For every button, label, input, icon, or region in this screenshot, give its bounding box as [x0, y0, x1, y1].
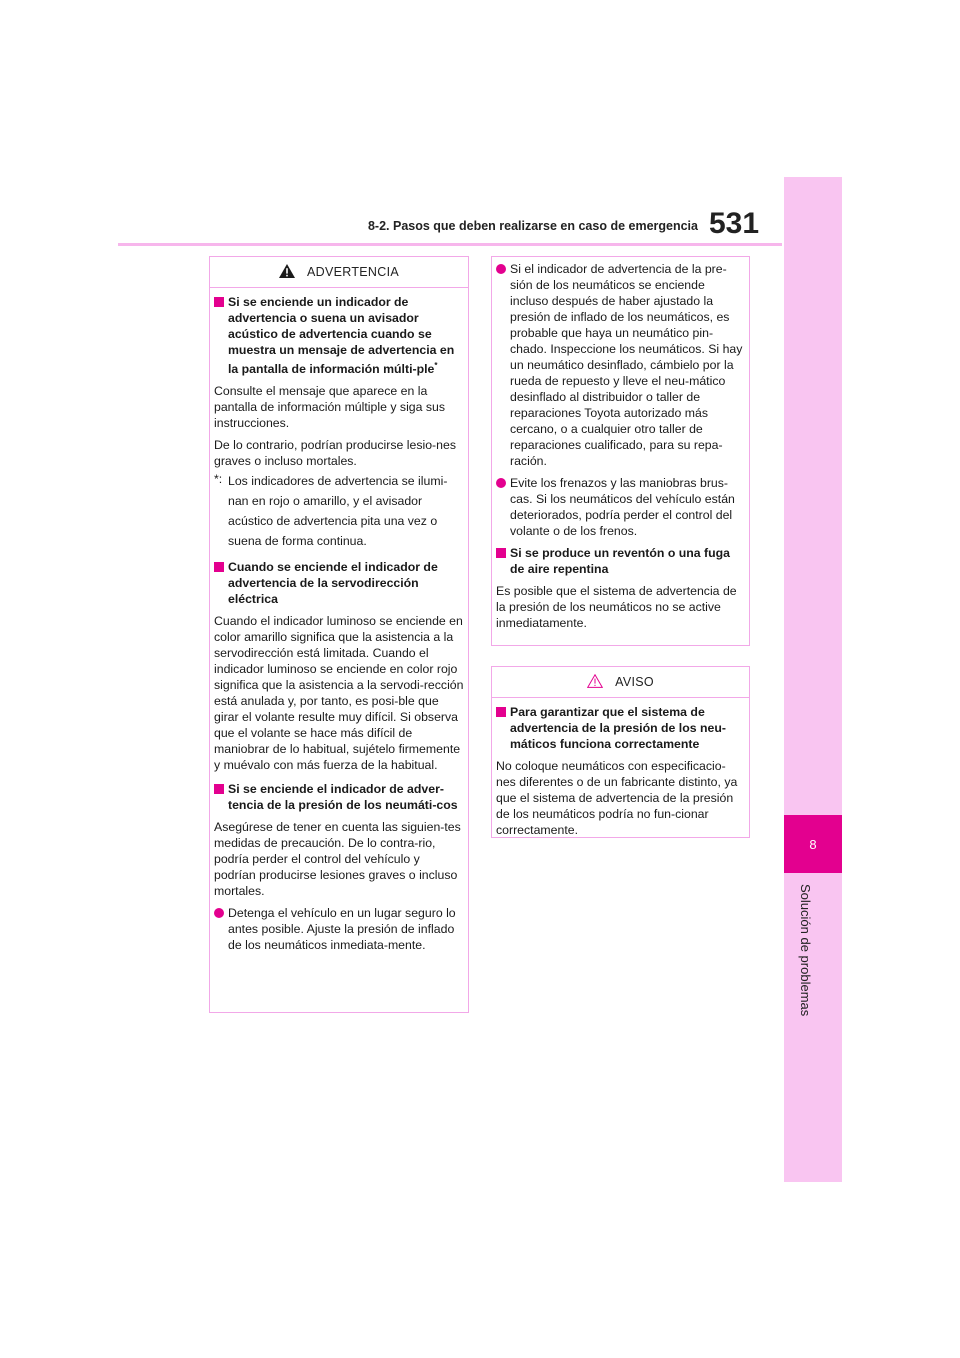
page-number: 531 [709, 207, 760, 240]
warning-heading-3 [214, 781, 464, 813]
heading-text: Si se enciende el indicador de adver-tencia de la presión de los neumáti-cos [228, 782, 458, 813]
warning-box [209, 256, 469, 1013]
square-bullet-icon [496, 548, 506, 558]
warning-heading-2 [214, 559, 464, 607]
chapter-sidebar [784, 177, 842, 1182]
square-bullet-icon [496, 707, 506, 717]
warning-heading-4 [496, 545, 745, 577]
warning-outline-icon [587, 674, 603, 691]
heading-text: Para garantizar que el sistema de advertencia de la presión de los neu-máticos funciona correctamente [510, 705, 726, 751]
square-bullet-icon [214, 562, 224, 572]
bullet-text: Evite los frenazos y las maniobras brus-cas. Si los neumáticos del vehículo están deteriorados, podría perder el control del volante o de los frenos. [510, 476, 735, 538]
notice-box-header [492, 667, 749, 698]
bullet-text: Detenga el vehículo en un lugar seguro lo antes posible. Ajuste la presión de inflado de los neumáticos inmediata-mente. [228, 906, 456, 953]
square-bullet-icon [214, 784, 224, 794]
warning-box-header [210, 257, 468, 288]
paragraph: Cuando el indicador luminoso se enciende en color amarillo significa que la asistencia a la servodirección está limitada. Cuando el indicador luminoso se enciende en color rojo significa que la asistencia a la servodi-rección está anulada y, por tanto, es posi-ble que girar el volante resulte muy difícil. Si observa que el volante se hace más difícil de maniobrar de lo habitual, sujételo firmemente y muévalo con más fuerza de la habitual. [214, 614, 464, 773]
paragraph: Consulte el mensaje que aparece en la pantalla de información múltiple y siga sus instrucciones. [214, 384, 446, 431]
heading-text: Si se enciende un indicador de advertencia o suena un avisador acústico de advertencia cuando se muestra un mensaje de advertencia en la pantalla de información múlti-ple [228, 295, 455, 377]
bullet-item [214, 905, 464, 953]
chapter-title: Solución de problemas [798, 884, 813, 1017]
bullet-item [496, 475, 745, 539]
notice-title: AVISO [615, 675, 654, 689]
heading-text: Cuando se enciende el indicador de advertencia de la servodirección eléctrica [228, 560, 438, 607]
square-bullet-icon [214, 297, 224, 307]
footnote-text: Los indicadores de advertencia se ilumi-nan en rojo o amarillo, y el avisador acústico de advertencia pita una vez o suena de forma continua. [228, 474, 448, 549]
warning-filled-icon [279, 264, 295, 281]
footnote-mark: *: [214, 472, 223, 487]
bullet-item [496, 261, 745, 469]
footnote-ref: * [434, 361, 438, 370]
round-bullet-icon [496, 478, 506, 488]
paragraph: No coloque neumáticos con especificacio-nes diferentes o de un fabricante distinto, ya que el sistema de advertencia de la presión de los neumáticos podría no fun-cionar correctamente. [496, 759, 738, 837]
section-title: 8-2. Pasos que deben realizarse en caso de emergencia [367, 219, 698, 233]
warning-box-continued [491, 256, 750, 646]
paragraph: Asegúrese de tener en cuenta las siguien-tes medidas de precaución. De lo contra-rio, podría perder el control del vehículo y podrían producirse lesiones graves o incluso mortales. [214, 820, 461, 899]
header-rule [118, 243, 782, 246]
paragraph: Es posible que el sistema de advertencia de la presión de los neumáticos no se active inmediatamente. [496, 584, 737, 630]
chapter-number: 8 [784, 815, 842, 873]
round-bullet-icon [214, 908, 224, 918]
footnote [214, 471, 464, 551]
round-bullet-icon [496, 264, 506, 274]
warning-heading-1 [214, 294, 464, 377]
bullet-text: Si el indicador de advertencia de la pre-sión de los neumáticos se enciende incluso después de haber ajustado la presión de inflado de los neumáticos, es probable que haya un neumático pin-chado. Inspeccione los neumáticos. Si hay un neumático desinflado, cámbielo por la rueda de repuesto y lleve el neu-mático desinflado al distribuidor o taller de reparaciones Toyota autorizado más cercano, o a cualquier otro taller de reparaciones cualificado, para su repa-ración. [510, 262, 743, 468]
notice-box [491, 666, 750, 838]
heading-text: Si se produce un reventón o una fuga de aire repentina [510, 546, 731, 576]
warning-title: ADVERTENCIA [307, 265, 399, 279]
paragraph: De lo contrario, podrían producirse lesio-nes graves o incluso mortales. [214, 438, 456, 469]
notice-heading [496, 704, 745, 752]
